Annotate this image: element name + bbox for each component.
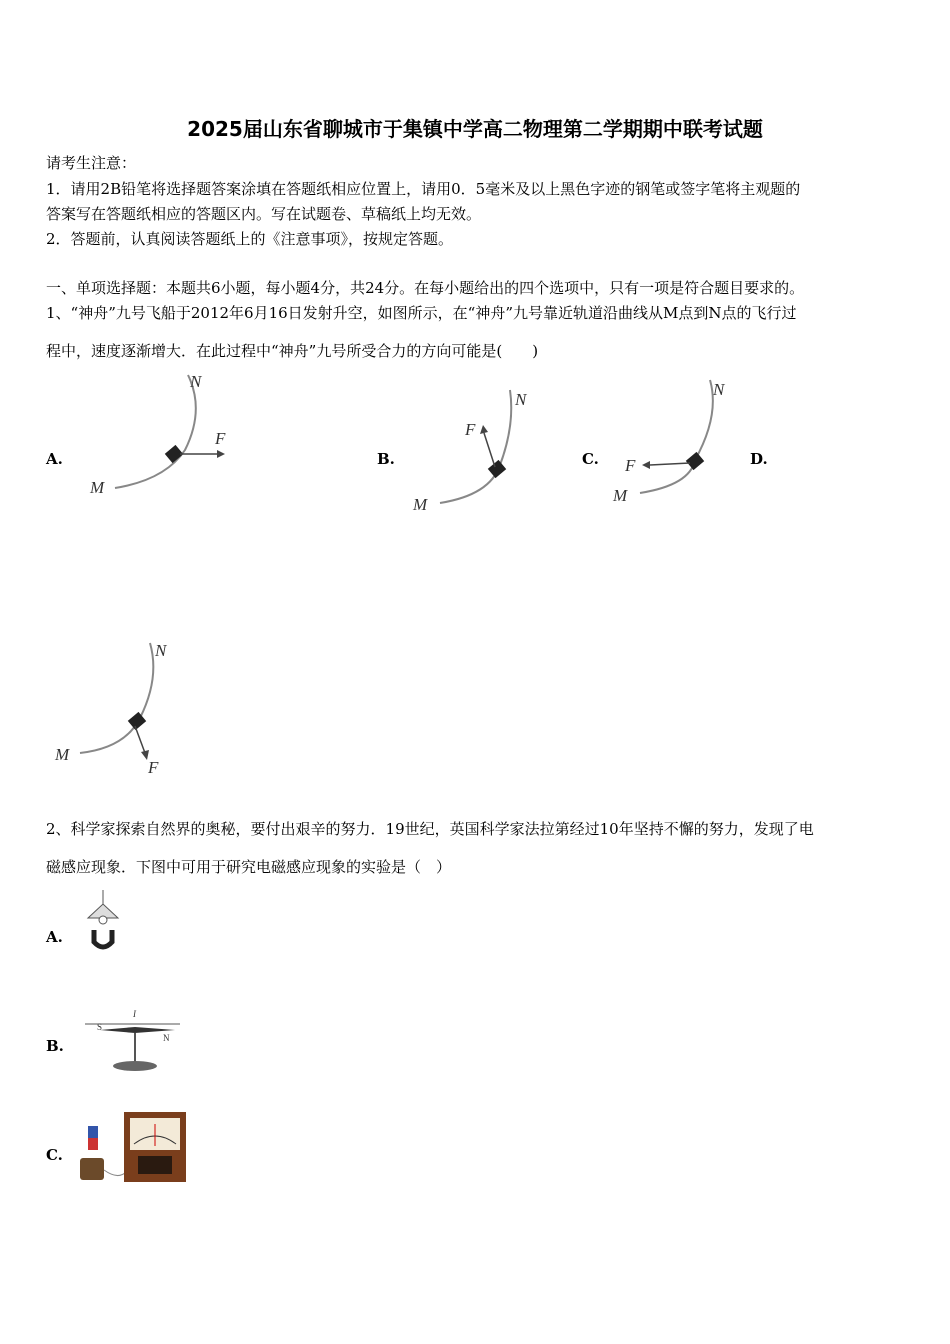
compass-wire-image bbox=[85, 1005, 185, 1075]
magnet-lamp-image bbox=[82, 890, 132, 952]
label-n: N bbox=[155, 641, 167, 660]
option-d-label[interactable]: D. bbox=[750, 450, 768, 468]
option-b-label[interactable]: B. bbox=[377, 450, 395, 468]
option-a-label[interactable]: A. bbox=[46, 450, 63, 468]
figure-option-a bbox=[85, 370, 255, 505]
question-text: 2、科学家探索自然界的奥秘，要付出艰辛的努力．19世纪，英国科学家法拉第经过10年坚持不懈的努力，发现了电 bbox=[46, 820, 814, 838]
label-m: M bbox=[55, 745, 70, 764]
label-i: I bbox=[133, 1009, 136, 1019]
question-text: 程中，速度逐渐增大．在此过程中“神舟”九号所受合力的方向可能是( ) bbox=[46, 342, 539, 360]
notice-line: 答案写在答题纸相应的答题区内。写在试题卷、草稿纸上均无效。 bbox=[46, 205, 482, 223]
question-text: 1、“神舟”九号飞船于2012年6月16日发射升空，如图所示，在“神舟”九号靠近轨道沿曲线从M点到N点的飞行过 bbox=[46, 304, 797, 322]
option-c-label[interactable]: C. bbox=[46, 1146, 63, 1164]
label-m: M bbox=[613, 486, 628, 505]
page-title: 2025届山东省聊城市于集镇中学高二物理第二学期期中联考试题 bbox=[187, 117, 763, 141]
label-f: F bbox=[148, 758, 159, 777]
notice-heading: 请考生注意： bbox=[46, 154, 137, 172]
label-f: F bbox=[215, 429, 226, 448]
galvanometer-coil-image bbox=[78, 1110, 190, 1185]
question-text: 磁感应现象．下图中可用于研究电磁感应现象的实验是（ ） bbox=[46, 858, 452, 876]
label-f: F bbox=[625, 456, 636, 475]
figure-option-d bbox=[55, 638, 195, 783]
option-c-label[interactable]: C. bbox=[582, 450, 599, 468]
figure-option-b bbox=[410, 385, 550, 520]
label-n: N bbox=[163, 1033, 170, 1043]
label-s: S bbox=[97, 1022, 103, 1032]
notice-line: 2．答题前，认真阅读答题纸上的《注意事项》，按规定答题。 bbox=[46, 230, 454, 248]
option-a-label[interactable]: A. bbox=[46, 928, 63, 946]
label-n: N bbox=[713, 380, 725, 399]
label-f: F bbox=[465, 420, 476, 439]
option-b-label[interactable]: B. bbox=[46, 1037, 64, 1055]
label-n: N bbox=[190, 372, 202, 391]
label-m: M bbox=[90, 478, 105, 497]
section-heading: 一、单项选择题：本题共6小题，每小题4分，共24分。在每小题给出的四个选项中，只有一项是符合题目要求的。 bbox=[46, 279, 805, 297]
label-m: M bbox=[413, 495, 428, 514]
notice-line: 1．请用2B铅笔将选择题答案涂填在答题纸相应位置上，请用0．5毫米及以上黑色字迹的钢笔或签字笔将主观题的 bbox=[46, 180, 801, 198]
label-n: N bbox=[515, 390, 527, 409]
figure-option-c bbox=[610, 375, 750, 510]
